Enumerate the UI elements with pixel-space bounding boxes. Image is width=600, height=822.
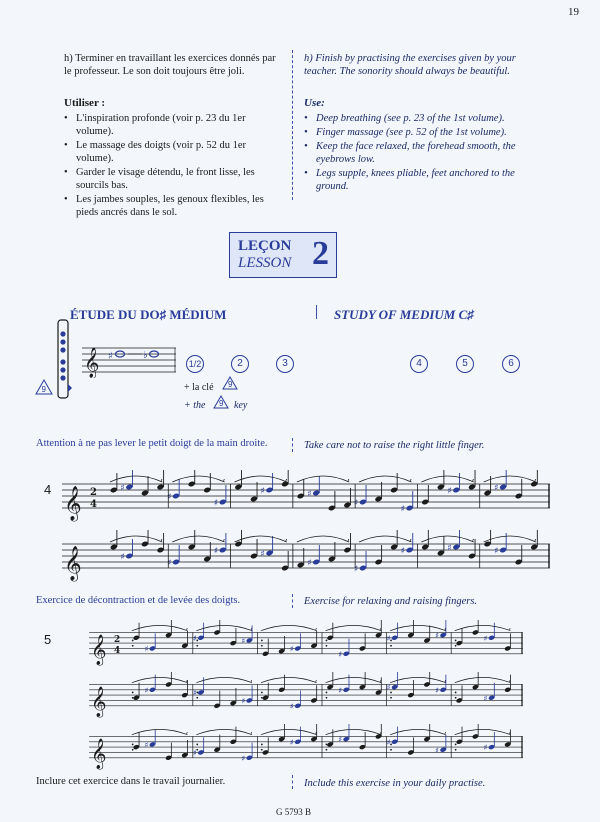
use-item-fr-4: • Les jambes souples, les genoux flexibles, les pieds ancrés dans le sol. — [64, 193, 279, 219]
plus-key-fr: + la clé — [184, 382, 214, 393]
svg-text:♯: ♯ — [435, 685, 439, 695]
svg-text:,: , — [379, 673, 383, 683]
svg-text:♯: ♯ — [289, 737, 294, 747]
svg-text:,: , — [284, 473, 288, 483]
svg-text:4: 4 — [90, 499, 97, 510]
svg-text:♯: ♯ — [213, 498, 219, 509]
column-divider-top — [292, 50, 293, 200]
exercise-4-number: 4 — [44, 482, 52, 497]
key-number-fr: 9 — [228, 380, 233, 389]
svg-text:♯: ♯ — [167, 492, 172, 503]
svg-text:,: , — [185, 725, 189, 735]
svg-text:♯: ♯ — [386, 737, 391, 747]
svg-text:2: 2 — [90, 487, 97, 498]
svg-text:,: , — [160, 533, 164, 543]
svg-text:♯: ♯ — [353, 564, 359, 575]
svg-text:♯: ♯ — [386, 633, 391, 643]
lesson-label-en: LESSON — [238, 255, 292, 271]
instruction-h-en: h) Finish by practising the exercises given by your teacher. The sonority should always be beautiful. — [304, 53, 516, 77]
svg-text:♯: ♯ — [289, 644, 294, 654]
fingering-step-5: 5 — [456, 355, 474, 373]
svg-text:♯: ♯ — [307, 558, 312, 569]
svg-text:♯: ♯ — [435, 631, 439, 641]
fingering-step-4: 4 — [410, 355, 428, 373]
use-item-fr-3: • Garder le visage détendu, le front lisse, les sourcils bas. — [64, 166, 279, 192]
exercise-4-note-en: Take care not to raise the right little finger. — [304, 440, 485, 451]
study-title-fr: ÉTUDE DU DO♯ MÉDIUM — [70, 307, 227, 322]
study-title-en: STUDY OF MEDIUM C♯ — [334, 307, 474, 322]
svg-text:♯: ♯ — [447, 543, 452, 554]
study-divider — [316, 305, 317, 319]
svg-text:𝄞: 𝄞 — [90, 634, 107, 666]
svg-text:2: 2 — [114, 635, 121, 646]
svg-text:♯: ♯ — [338, 685, 343, 695]
svg-text:,: , — [409, 473, 413, 483]
svg-text:,: , — [534, 473, 537, 483]
svg-text:♯: ♯ — [144, 685, 149, 695]
svg-text:,: , — [185, 673, 189, 683]
svg-text:♯: ♯ — [386, 683, 391, 693]
svg-text:,: , — [222, 473, 226, 483]
svg-text:,: , — [250, 673, 253, 683]
svg-text:,: , — [471, 473, 475, 483]
svg-text:,: , — [508, 621, 512, 631]
lesson-number: 2 — [312, 235, 329, 272]
svg-text:9: 9 — [41, 385, 46, 394]
use-item-en-1: • Deep breathing (see p. 23 of the 1st volume). — [304, 112, 544, 125]
svg-text:♯: ♯ — [447, 486, 452, 497]
exercise-5-staff-3 — [62, 724, 550, 772]
closing-divider — [292, 775, 293, 789]
svg-text:♯: ♯ — [167, 558, 172, 569]
svg-text:𝄞: 𝄞 — [84, 348, 100, 378]
exercise-4-staff-1 — [62, 470, 550, 524]
fingering-step-2: 2 — [231, 355, 249, 373]
use-item-fr-2: • Le massage des doigts (voir p. 52 du 1er volume). — [64, 139, 279, 165]
fingering-step-1-2: 1/2 — [186, 355, 204, 373]
svg-text:♯: ♯ — [338, 649, 343, 659]
svg-text:,: , — [444, 621, 447, 631]
use-heading-fr: Utiliser : — [64, 97, 106, 109]
fingering-step-3: 3 — [276, 355, 294, 373]
svg-text:♯: ♯ — [353, 498, 359, 509]
closing-note-en: Include this exercise in your daily practise. — [304, 778, 486, 789]
svg-text:♯: ♯ — [241, 753, 246, 763]
svg-text:♯: ♯ — [213, 546, 219, 557]
use-heading-en: Use: — [304, 97, 325, 109]
exercise-5-note-fr: Exercice de décontraction et de levée des doigts. — [36, 595, 241, 606]
svg-text:4: 4 — [114, 645, 121, 656]
svg-text:♯: ♯ — [144, 740, 149, 750]
svg-text:♯: ♯ — [483, 743, 488, 753]
svg-text:♯: ♯ — [483, 693, 488, 703]
svg-text:,: , — [185, 621, 189, 631]
svg-text:,: , — [160, 473, 164, 483]
lesson-title-box — [229, 232, 337, 278]
notes-staff-preview — [82, 344, 176, 378]
lesson-label-fr: LEÇON — [238, 238, 292, 254]
svg-text:,: , — [444, 725, 447, 735]
svg-text:♯: ♯ — [435, 745, 439, 755]
svg-text:,: , — [250, 725, 253, 735]
svg-text:,: , — [508, 725, 512, 735]
use-item-en-4: • Legs supple, knees pliable, feet anchored to the ground. — [304, 167, 544, 193]
page-number: 19 — [568, 6, 579, 18]
plus-key-en: + the — [184, 400, 206, 411]
svg-text:,: , — [534, 533, 537, 543]
closing-note-fr: Inclure cet exercice dans le travail journalier. — [36, 776, 226, 787]
svg-text:,: , — [444, 673, 447, 683]
svg-text:♯: ♯ — [241, 636, 246, 646]
svg-text:,: , — [284, 533, 288, 543]
svg-text:♯: ♯ — [192, 748, 197, 758]
svg-text:♯: ♯ — [483, 633, 488, 643]
use-list-fr — [64, 97, 279, 220]
svg-text:,: , — [314, 673, 318, 683]
exercise-5-note-en: Exercise for relaxing and raising fingers. — [304, 596, 478, 607]
svg-text:♯: ♯ — [241, 696, 246, 706]
svg-text:,: , — [379, 725, 383, 735]
svg-text:♯: ♯ — [192, 688, 197, 698]
plus-key-en-suffix: key — [234, 400, 248, 411]
svg-text:𝄞: 𝄞 — [90, 686, 107, 718]
exercise-4-divider — [292, 438, 293, 452]
svg-text:♯: ♯ — [108, 351, 113, 362]
svg-text:,: , — [222, 533, 226, 543]
svg-text:♯: ♯ — [307, 489, 312, 500]
instruction-h-fr: h) Terminer en travaillant les exercices donnés par le professeur. Le son doit toujours être joli. — [64, 53, 276, 77]
exercise-5-number: 5 — [44, 632, 52, 647]
svg-text:♯: ♯ — [120, 552, 125, 563]
svg-text:♯: ♯ — [400, 546, 406, 557]
svg-text:♯: ♯ — [260, 486, 265, 497]
svg-text:,: , — [347, 473, 351, 483]
svg-text:♯: ♯ — [338, 735, 343, 745]
exercise-5-staff-2 — [62, 672, 550, 720]
use-list-en — [304, 97, 544, 194]
svg-text:,: , — [314, 621, 318, 631]
exercise-4-staff-2 — [62, 530, 550, 584]
exercise-5-staff-1 — [62, 620, 550, 668]
svg-text:,: , — [409, 533, 413, 543]
svg-text:,: , — [508, 673, 512, 683]
svg-text:𝄞: 𝄞 — [64, 546, 82, 581]
svg-text:𝄞: 𝄞 — [90, 738, 107, 770]
use-item-en-2: • Finger massage (see p. 52 of the 1st volume). — [304, 126, 544, 139]
svg-text:,: , — [379, 621, 383, 631]
svg-text:,: , — [471, 533, 475, 543]
exercise-4-note-fr: Attention à ne pas lever le petit doigt de la main droite. — [36, 438, 268, 449]
svg-text:♯: ♯ — [494, 483, 499, 494]
svg-text:♯: ♯ — [144, 644, 149, 654]
svg-text:♯: ♯ — [120, 483, 125, 494]
svg-text:♯: ♯ — [400, 504, 406, 515]
fingering-step-6: 6 — [502, 355, 520, 373]
exercise-5-divider — [292, 594, 293, 608]
svg-text:,: , — [347, 533, 351, 543]
svg-text:♭: ♭ — [143, 350, 148, 361]
publisher-code: G 5793 B — [276, 807, 312, 817]
svg-text:♯: ♯ — [289, 701, 294, 711]
key-number-en: 9 — [219, 399, 224, 408]
svg-text:♯: ♯ — [260, 549, 265, 560]
svg-text:♯: ♯ — [192, 633, 197, 643]
use-item-fr-1: • L'inspiration profonde (voir p. 23 du 1er volume). — [64, 112, 279, 138]
svg-text:♯: ♯ — [494, 546, 499, 557]
use-item-en-3: • Keep the face relaxed, the forehead smooth, the eyebrows low. — [304, 140, 544, 166]
svg-text:,: , — [314, 725, 318, 735]
svg-text:,: , — [250, 621, 253, 631]
svg-text:𝄞: 𝄞 — [64, 486, 82, 521]
clarinet-fingering-icon — [32, 318, 76, 402]
